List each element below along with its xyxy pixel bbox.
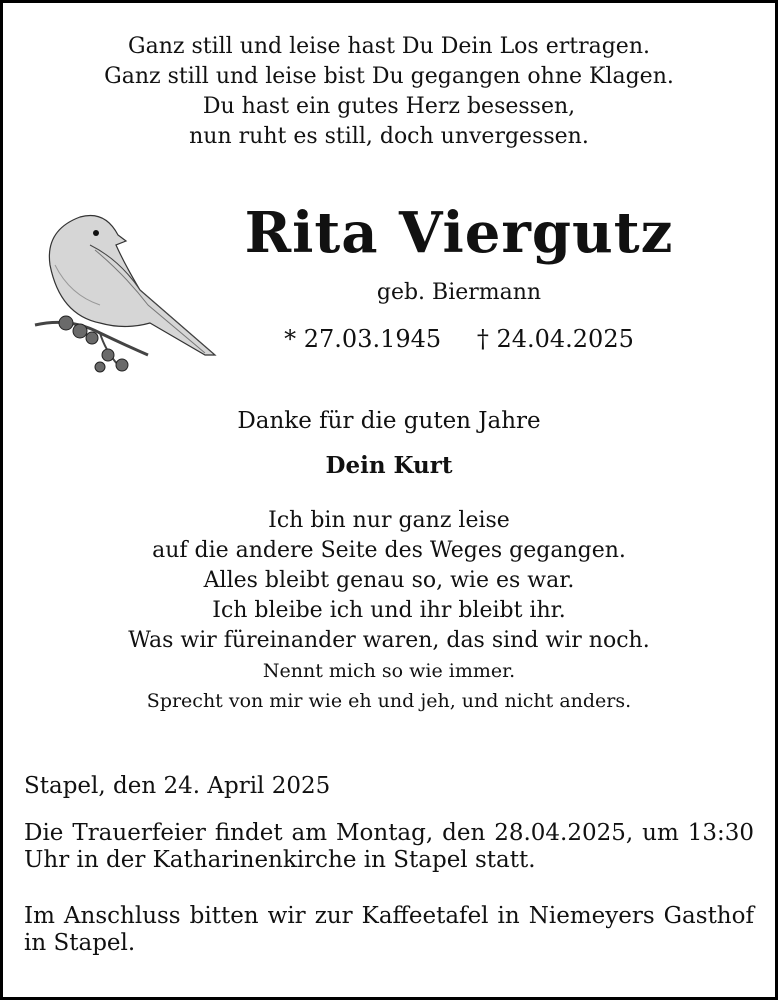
poem-bottom-line: auf die andere Seite des Weges gegangen. xyxy=(152,538,626,563)
deceased-name: Rita Viergutz xyxy=(244,200,674,266)
death-date: † 24.04.2025 xyxy=(476,325,634,353)
service-info: Die Trauerfeier findet am Montag, den 28.04.2025, um 13:30 Uhr in der Katharinenkirche in Stapel statt. xyxy=(24,820,754,873)
poem-top-line: Ganz still und leise hast Du Dein Los ertragen. xyxy=(128,34,650,59)
poem-top xyxy=(0,32,778,152)
poem-bottom-line: Ich bin nur ganz leise xyxy=(268,508,510,533)
poem-bottom-line: Was wir füreinander waren, das sind wir noch. xyxy=(128,628,650,653)
poem-bottom-line: Alles bleibt genau so, wie es war. xyxy=(203,568,575,593)
poem-bottom-line: Nennt mich so wie immer. xyxy=(262,660,516,682)
birth-date: * 27.03.1945 xyxy=(284,325,442,353)
thanks-line: Danke für die guten Jahre xyxy=(237,408,541,434)
poem-top-line: nun ruht es still, doch unvergessen. xyxy=(189,124,589,149)
poem-bottom-line: Sprecht von mir wie eh und jeh, und nicht anders. xyxy=(146,690,632,712)
poem-top-line: Du hast ein gutes Herz besessen, xyxy=(202,94,576,119)
signer: Dein Kurt xyxy=(325,452,453,479)
life-dates xyxy=(70,325,778,353)
poem-top-line: Ganz still und leise bist Du gegangen ohne Klagen. xyxy=(104,64,674,89)
reception-info: Im Anschluss bitten wir zur Kaffeetafel in Niemeyers Gasthof in Stapel. xyxy=(24,903,754,956)
poem-bottom xyxy=(0,506,778,716)
maiden-name: geb. Biermann xyxy=(376,280,542,305)
place-date: Stapel, den 24. April 2025 xyxy=(24,773,331,799)
poem-bottom-line: Ich bleibe ich und ihr bleibt ihr. xyxy=(212,598,566,623)
